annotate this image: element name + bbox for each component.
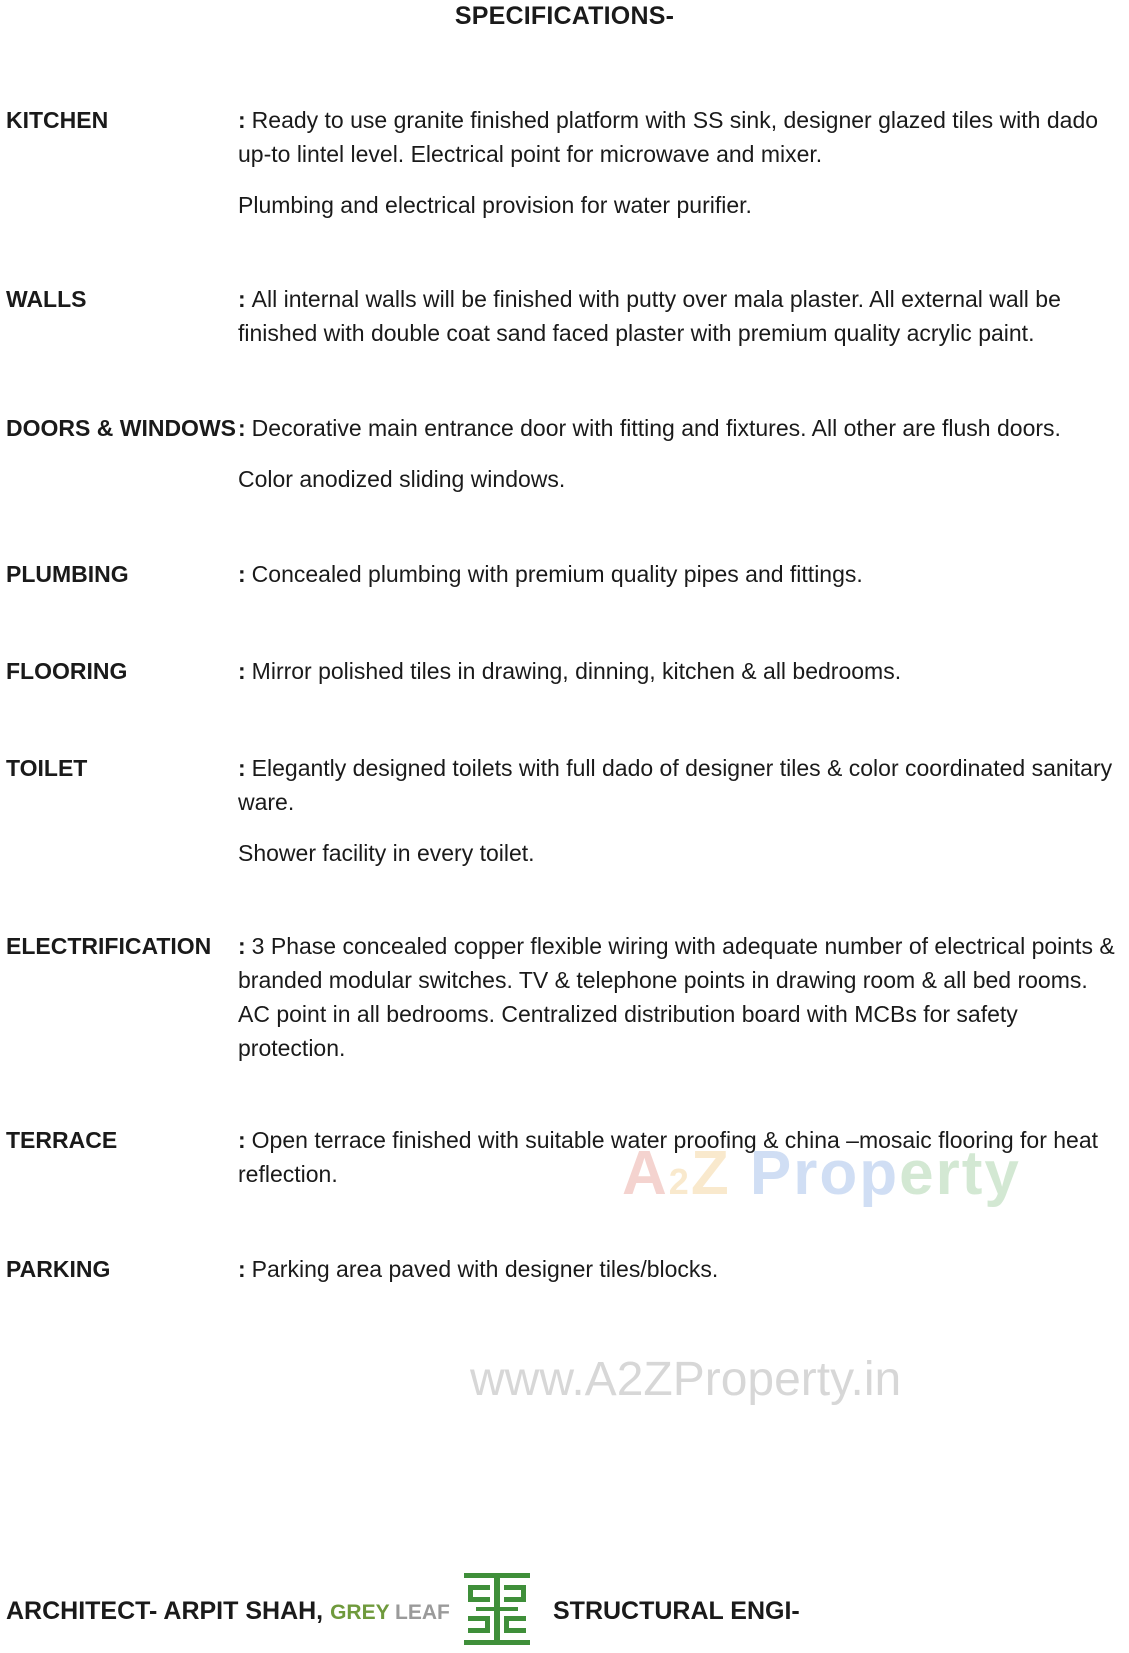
spec-label: TERRACE (6, 1127, 118, 1153)
spec-colon: : (238, 1256, 246, 1282)
watermark-logo: A2Z Property (622, 1139, 1021, 1208)
spec-body (238, 751, 1123, 870)
architect-credit (6, 1597, 450, 1626)
spec-electrification (6, 929, 1123, 1065)
spec-label: TOILET (6, 755, 88, 781)
spec-walls (6, 282, 1123, 350)
spec-text: Decorative main entrance door with fitting and fixtures. All other are flush doors. (251, 415, 1061, 441)
spec-colon: : (238, 1127, 246, 1153)
spec-text: Mirror polished tiles in drawing, dinning, kitchen & all bedrooms. (251, 658, 902, 684)
spec-flooring (6, 654, 1123, 688)
spec-colon: : (238, 561, 246, 587)
spec-label: FLOORING (6, 658, 128, 684)
spec-text: Concealed plumbing with premium quality pipes and fittings. (251, 561, 863, 587)
spec-colon: : (238, 755, 246, 781)
spec-body (238, 929, 1123, 1065)
firm-name-grey: GREY (330, 1601, 390, 1624)
grey-leaf-logo-icon (464, 1573, 530, 1645)
spec-colon: : (238, 415, 246, 441)
spec-label: KITCHEN (6, 107, 109, 133)
spec-text: Plumbing and electrical provision for water purifier. (238, 192, 752, 218)
spec-text: Open terrace finished with suitable water proofing & china –mosaic flooring for heat reflection. (238, 1127, 1099, 1187)
spec-text: 3 Phase concealed copper flexible wiring with adequate number of electrical points & branded modular switches. TV & telephone points in drawing room & all bed rooms. AC point in all bedrooms. Centralized distribution board with MCBs for safety protection. (238, 933, 1115, 1061)
spec-body (238, 1252, 1123, 1286)
spec-label: PLUMBING (6, 561, 129, 587)
spec-toilet (6, 751, 1123, 870)
spec-doors-windows (6, 411, 1123, 496)
spec-body (238, 654, 1123, 688)
spec-text: Shower facility in every toilet. (238, 840, 535, 866)
spec-parking (6, 1252, 1123, 1286)
spec-body (238, 1123, 1123, 1191)
spec-terrace (6, 1123, 1123, 1191)
spec-text: Color anodized sliding windows. (238, 466, 566, 492)
spec-colon: : (238, 933, 246, 959)
spec-label: DOORS & WINDOWS (6, 415, 236, 441)
spec-text: Ready to use granite finished platform with SS sink, designer glazed tiles with dado up-to lintel level. Electrical point for microwave and mixer. (238, 107, 1099, 167)
firm-name-leaf: LEAF (389, 1601, 450, 1624)
spec-body (238, 282, 1123, 350)
spec-colon: : (238, 286, 246, 312)
architect-name: ARCHITECT- ARPIT SHAH, (6, 1597, 331, 1625)
spec-plumbing (6, 557, 1123, 591)
spec-colon: : (238, 658, 246, 684)
spec-label: PARKING (6, 1256, 111, 1282)
structural-engineer-credit: STRUCTURAL ENGI- (553, 1597, 800, 1625)
footer (6, 1573, 1123, 1653)
watermark-url: www.A2ZProperty.in (470, 1353, 902, 1406)
spec-text: Parking area paved with designer tiles/blocks. (251, 1256, 719, 1282)
spec-body (238, 411, 1123, 496)
spec-body (238, 557, 1123, 591)
spec-text: Elegantly designed toilets with full dado of designer tiles & color coordinated sanitary ware. (238, 755, 1113, 815)
spec-label: ELECTRIFICATION (6, 933, 212, 959)
spec-text: All internal walls will be finished with putty over mala plaster. All external wall be finished with double coat sand faced plaster with premium quality acrylic paint. (238, 286, 1061, 346)
spec-kitchen (6, 103, 1123, 222)
spec-body (238, 103, 1123, 222)
spec-label: WALLS (6, 286, 87, 312)
page-title: SPECIFICATIONS- (454, 2, 675, 30)
spec-colon: : (238, 107, 246, 133)
